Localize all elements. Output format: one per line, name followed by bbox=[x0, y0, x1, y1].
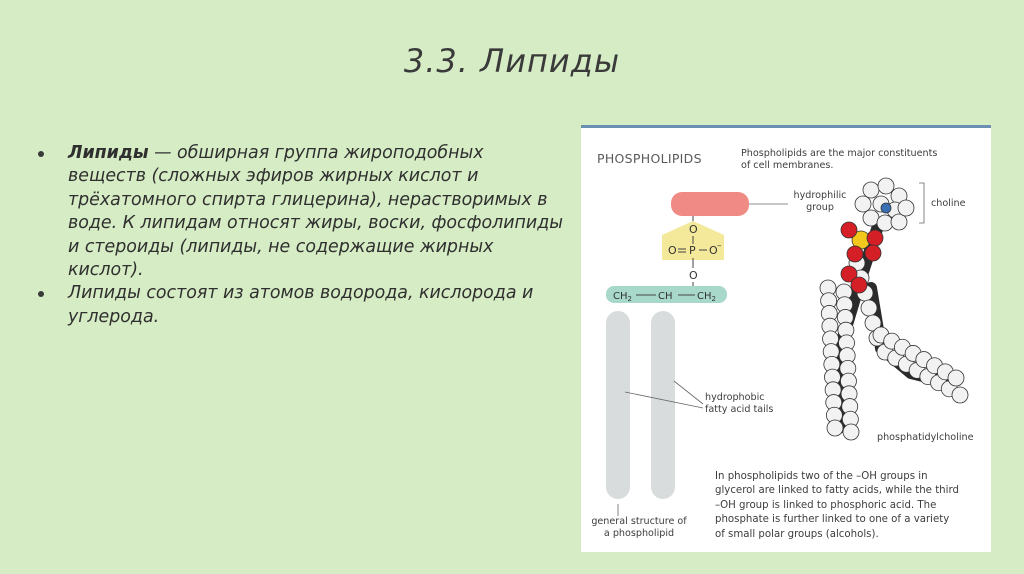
hydrophilic-label: hydrophilic group bbox=[793, 190, 847, 213]
hydrogen-atom bbox=[878, 178, 894, 194]
hydrogen-atom bbox=[891, 214, 907, 230]
nitrogen-atom bbox=[881, 203, 891, 213]
phospholipid-figure bbox=[581, 125, 991, 552]
lipids-composition-text: Липиды состоят из атомов водорода, кислорода и углерода. bbox=[68, 283, 534, 327]
slide-title: 3.3. Липиды bbox=[403, 42, 621, 80]
phosphate-charge: – bbox=[717, 241, 722, 251]
lipids-definition-text: — обширная группа жироподобных веществ (сложных эфиров жирных кислот и трёхатомного спирта глицерина), нерастворимых в воде. К липидам относят жиры, воски, фосфолипиды и стероиды (липиды, не содержащие жирных кислот). bbox=[68, 143, 563, 281]
bullet-item-lipids-composition bbox=[38, 282, 563, 329]
phospholipid-caption: In phospholipids two of the –OH groups in glycerol are linked to fatty acids, while the third –OH group is linked to phosphoric acid. The phosphate is further linked to one of a variety of small polar groups (alcohols). bbox=[715, 471, 959, 540]
term-lipids: Липиды bbox=[68, 143, 149, 163]
oxygen-atom bbox=[865, 245, 881, 261]
glycerol-ch2-left: $CH_2$ bbox=[613, 291, 632, 303]
hydrophobic-label: hydrophobic fatty acid tails bbox=[705, 392, 774, 415]
phosphate-o-right: O bbox=[709, 244, 718, 257]
phosphate-o-top: O bbox=[689, 223, 698, 236]
intro-text: Phospholipids are the major constituents of cell membranes. bbox=[741, 148, 938, 171]
hydrogen-atom bbox=[843, 424, 859, 440]
choline-bracket bbox=[919, 183, 924, 223]
phosphate-p: P bbox=[689, 244, 696, 257]
oxygen-atom bbox=[867, 230, 883, 246]
bullet-item-lipids-definition bbox=[38, 142, 563, 282]
hydrogen-atom bbox=[863, 210, 879, 226]
bullet-list bbox=[38, 142, 563, 329]
hydrogen-atom bbox=[948, 370, 964, 386]
glycerol-ch2-right: $CH_2$ bbox=[697, 291, 716, 303]
phosphate-o-bottom: O bbox=[689, 269, 698, 282]
hydrogen-atom bbox=[861, 300, 877, 316]
figure-title: PHOSPHOLIPIDS bbox=[597, 151, 702, 166]
hydrogen-atom bbox=[855, 196, 871, 212]
oxygen-atom bbox=[841, 222, 857, 238]
phosphatidylcholine-model bbox=[820, 178, 968, 440]
hydrogen-atom bbox=[827, 420, 843, 436]
fatty-acid-tail-left bbox=[606, 311, 630, 499]
bullet-icon bbox=[38, 151, 44, 157]
glycerol-ch: CH bbox=[658, 291, 673, 302]
general-structure-label: general structure of a phospholipid bbox=[591, 516, 687, 539]
bullet-icon bbox=[38, 291, 44, 297]
oxygen-atom bbox=[847, 246, 863, 262]
hydrophobic-pointer-right bbox=[674, 381, 703, 404]
hydrogen-atom bbox=[898, 200, 914, 216]
oxygen-atom bbox=[851, 277, 867, 293]
hydrogen-atom bbox=[863, 182, 879, 198]
hydrogen-atom bbox=[952, 387, 968, 403]
phosphatidylcholine-label: phosphatidylcholine bbox=[877, 432, 974, 443]
hydrophilic-head-shape bbox=[671, 192, 749, 216]
choline-label: choline bbox=[931, 198, 966, 209]
phosphate-o-left: O bbox=[668, 244, 677, 257]
fatty-acid-tail-right bbox=[651, 311, 675, 499]
hydrogen-atom bbox=[877, 215, 893, 231]
